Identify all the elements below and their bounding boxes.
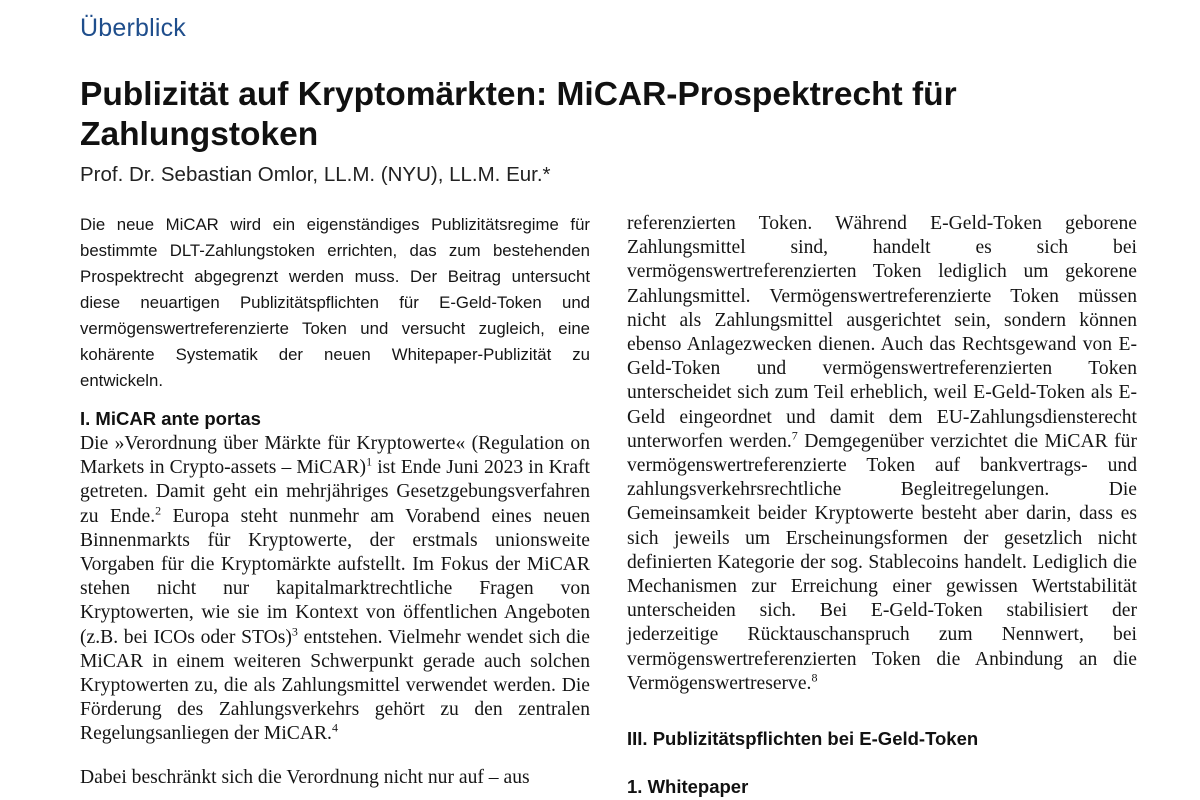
text-run: referenzierten Token. Während E-Geld-Token geborene Zahlungsmittel sind, handelt es sich bei vermögenswertreferenzierten Token lediglich um gekorene Zahlungsmittel. Vermögenswertreferenzierte Token müssen nicht als Zahlungsmittel ausgerichtet sein, sondern können ebenso Anlagezwecken dienen. Auch das Rechtsgewand von E-Geld-Token und vermögenswertreferenzierten Token unterscheidet sich zum Teil erheblich, weil E-Geld-Token als E-Geld eingeordnet und damit dem EU-Zahlungsdiensterecht unterworfen werden. (627, 213, 1137, 452)
body-paragraph-1 (80, 432, 590, 747)
author-line: Prof. Dr. Sebastian Omlor, LL.M. (NYU), LL.M. Eur.* (80, 163, 551, 186)
section-heading-1: I. MiCAR ante portas (80, 408, 261, 429)
text-run: Die »Verordnung über Märkte für Kryptowerte« (Regulation on Markets in Crypto-assets – MiCAR) (80, 433, 590, 479)
body-paragraph-right (627, 212, 1137, 696)
text-run: ist Ende Juni 2023 in Kraft getreten. Damit geht ein mehrjähriges Gesetzgebungsverfahren zu Ende. (80, 457, 591, 527)
footnote-marker[interactable]: 3 (291, 624, 298, 639)
section-heading-3: III. Publizitätspflichten bei E-Geld-Token (627, 728, 979, 749)
footnote-marker[interactable]: 7 (791, 428, 798, 443)
footnote-marker[interactable]: 4 (331, 720, 338, 735)
footnote-marker[interactable]: 1 (366, 454, 373, 469)
section-tag: Überblick (80, 14, 186, 42)
subsection-heading-1: 1. Whitepaper (627, 776, 749, 797)
text-run: Europa steht nunmehr am Vorabend eines neuen Binnenmarkts für Kryptowerte, der erstmals unionsweite Vorgaben für die Kryptomärkte aufstellt. Im Fokus der MiCAR stehen nicht nur kapitalmarktrechtliche Fragen von Kryptowerten, wie sie im Kontext von öffentlichen Angeboten (z.B. bei ICOs oder STOs) (80, 505, 590, 648)
text-run: Demgegenüber verzichtet die MiCAR für vermögenswertreferenzierte Token auf bankvertrags- und zahlungsverkehrsrechtliche Begleitregelungen. Die Gemeinsamkeit beider Kryptowerte besteht aber darin, dass es sich jeweils um Erscheinungsformen der gesetzlich nicht definierten Kategorie der sog. Stablecoins handelt. Lediglich die Mechanismen zur Erreichung einer gewissen Wertstabilität unterscheiden sich. Bei E-Geld-Token stabilisiert der jederzeitige Rücktauschanspruch zum Nennwert, bei vermögenswertreferenzierten Token die Anbindung an die Vermögenswertreserve. (627, 430, 1137, 694)
text-run: entstehen. Vielmehr wendet sich die MiCAR in einem weiteren Schwerpunkt gerade auch solchen Kryptowerten zu, die als Zahlungsmittel verwendet werden. Die Förderung des Zahlungsverkehrs gehört zu den zentralen Regelungsanliegen der MiCAR. (80, 626, 590, 745)
footnote-marker[interactable]: 2 (155, 503, 162, 518)
abstract: Die neue MiCAR wird ein eigenständiges Publizitätsregime für bestimmte DLT-Zahlungstoken errichten, das zum bestehenden Prospektrecht abgegrenzt werden muss. Der Beitrag untersucht diese neuartigen Publizitätspflichten für E-Geld-Token und vermögenswertreferenzierte Token und versucht zugleich, eine kohärente Systematik der neuen Whitepaper-Publizität zu entwickeln. (80, 215, 590, 390)
footnote-marker[interactable]: 8 (811, 670, 818, 685)
article-title: Publizität auf Kryptomärkten: MiCAR-Prospektrecht für Zahlungstoken (80, 76, 957, 153)
body-paragraph-2: Dabei beschränkt sich die Verordnung nicht nur auf – aus (80, 767, 530, 788)
